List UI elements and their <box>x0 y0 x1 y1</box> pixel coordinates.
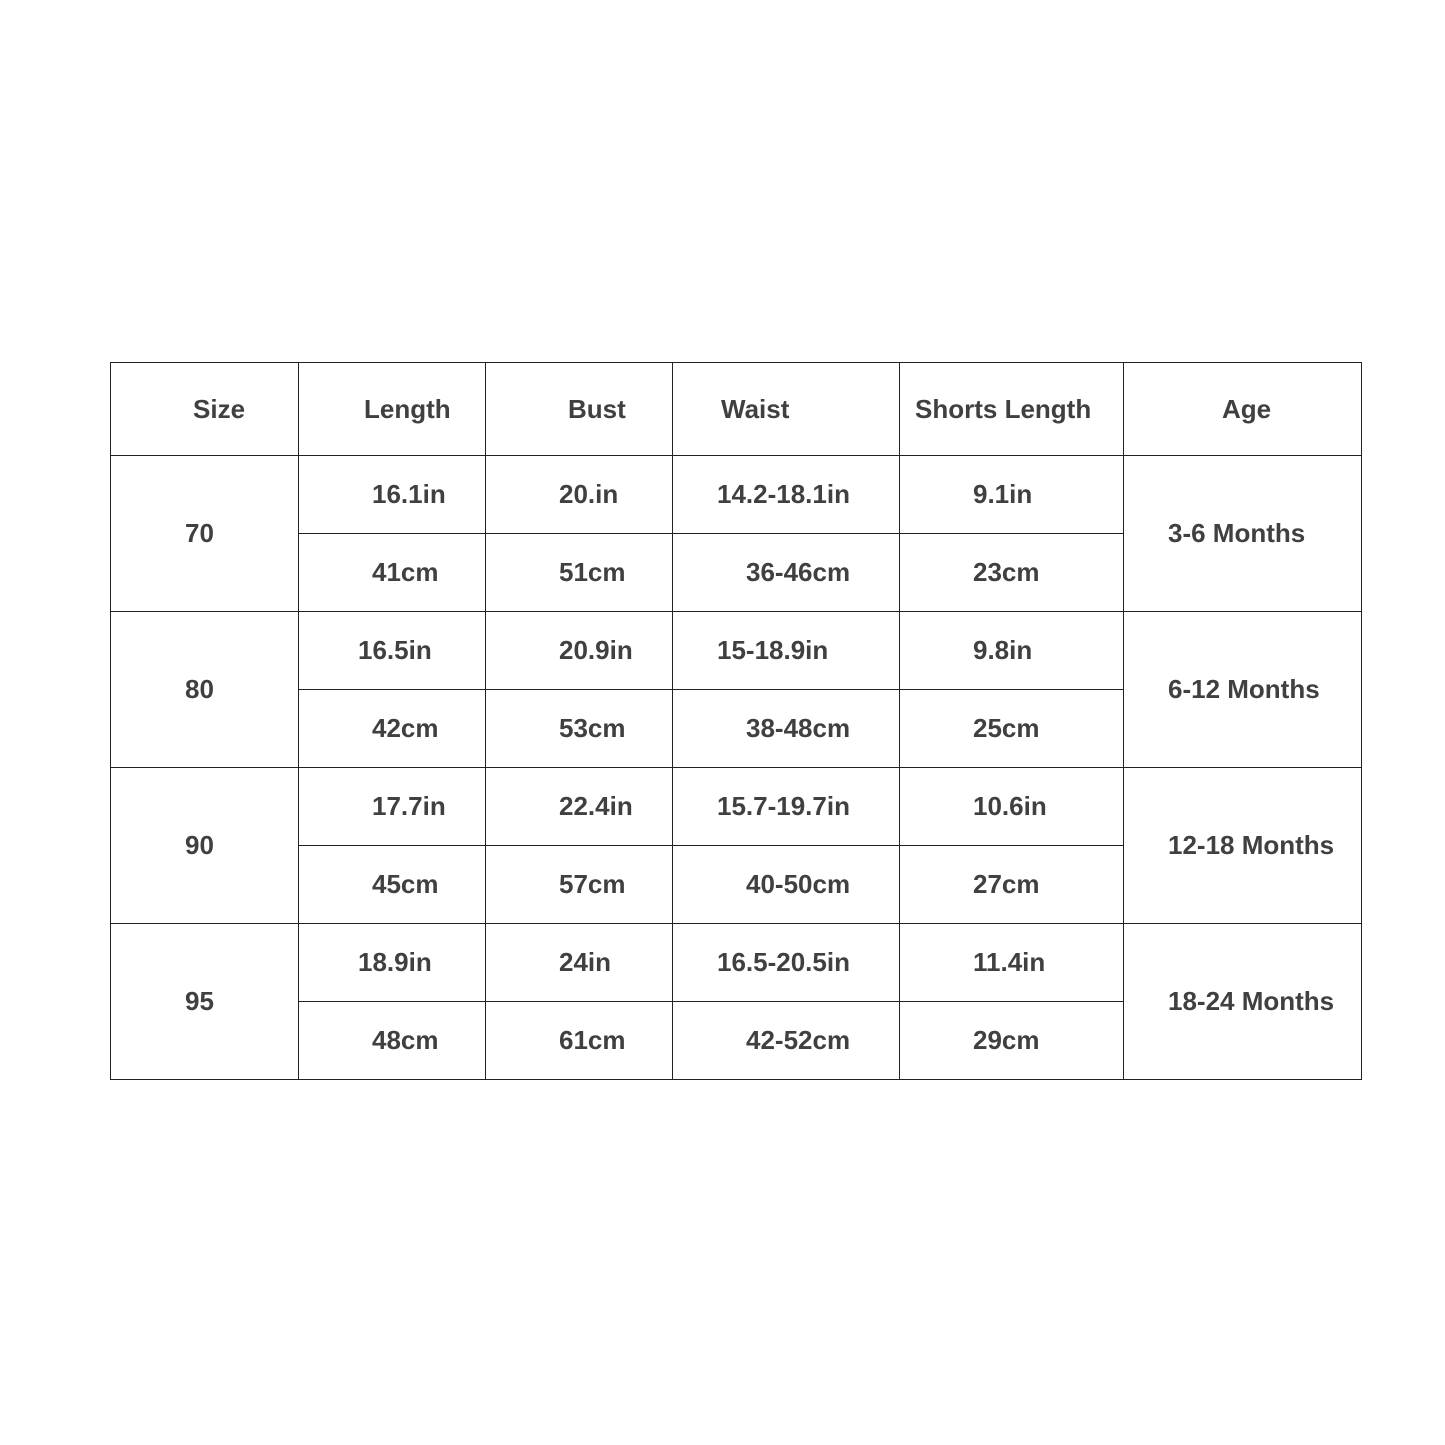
shorts-cm-cell: 23cm <box>900 534 1124 612</box>
age-cell: 3-6 Months <box>1124 456 1362 612</box>
bust-cm-cell: 57cm <box>486 846 673 924</box>
header-shorts-length: Shorts Length <box>900 363 1124 456</box>
waist-inch-cell: 15-18.9in <box>673 612 900 690</box>
waist-inch-cell: 16.5-20.5in <box>673 924 900 1002</box>
header-waist: Waist <box>673 363 900 456</box>
header-length: Length <box>299 363 486 456</box>
header-size: Size <box>111 363 299 456</box>
bust-inch-cell: 20.9in <box>486 612 673 690</box>
age-cell: 6-12 Months <box>1124 612 1362 768</box>
age-cell: 12-18 Months <box>1124 768 1362 924</box>
table-row <box>111 612 1362 690</box>
length-inch-cell: 16.1in <box>299 456 486 534</box>
bust-cm-cell: 53cm <box>486 690 673 768</box>
length-inch-cell: 16.5in <box>299 612 486 690</box>
shorts-cm-cell: 25cm <box>900 690 1124 768</box>
waist-cm-cell: 42-52cm <box>673 1002 900 1080</box>
bust-cm-cell: 51cm <box>486 534 673 612</box>
waist-cm-cell: 40-50cm <box>673 846 900 924</box>
bust-inch-cell: 24in <box>486 924 673 1002</box>
size-cell: 80 <box>111 612 299 768</box>
length-inch-cell: 17.7in <box>299 768 486 846</box>
length-cm-cell: 42cm <box>299 690 486 768</box>
shorts-inch-cell: 10.6in <box>900 768 1124 846</box>
size-chart-table <box>110 362 1362 1080</box>
table-row <box>111 456 1362 534</box>
bust-cm-cell: 61cm <box>486 1002 673 1080</box>
waist-inch-cell: 14.2-18.1in <box>673 456 900 534</box>
header-row <box>111 363 1362 456</box>
waist-inch-cell: 15.7-19.7in <box>673 768 900 846</box>
length-cm-cell: 48cm <box>299 1002 486 1080</box>
size-cell: 90 <box>111 768 299 924</box>
bust-inch-cell: 22.4in <box>486 768 673 846</box>
bust-inch-cell: 20.in <box>486 456 673 534</box>
length-cm-cell: 45cm <box>299 846 486 924</box>
length-cm-cell: 41cm <box>299 534 486 612</box>
size-cell: 70 <box>111 456 299 612</box>
table-row <box>111 768 1362 846</box>
length-inch-cell: 18.9in <box>299 924 486 1002</box>
table-row <box>111 924 1362 1002</box>
shorts-cm-cell: 27cm <box>900 846 1124 924</box>
size-cell: 95 <box>111 924 299 1080</box>
header-bust: Bust <box>486 363 673 456</box>
shorts-cm-cell: 29cm <box>900 1002 1124 1080</box>
header-age: Age <box>1124 363 1362 456</box>
shorts-inch-cell: 9.8in <box>900 612 1124 690</box>
shorts-inch-cell: 9.1in <box>900 456 1124 534</box>
age-cell: 18-24 Months <box>1124 924 1362 1080</box>
waist-cm-cell: 38-48cm <box>673 690 900 768</box>
shorts-inch-cell: 11.4in <box>900 924 1124 1002</box>
waist-cm-cell: 36-46cm <box>673 534 900 612</box>
